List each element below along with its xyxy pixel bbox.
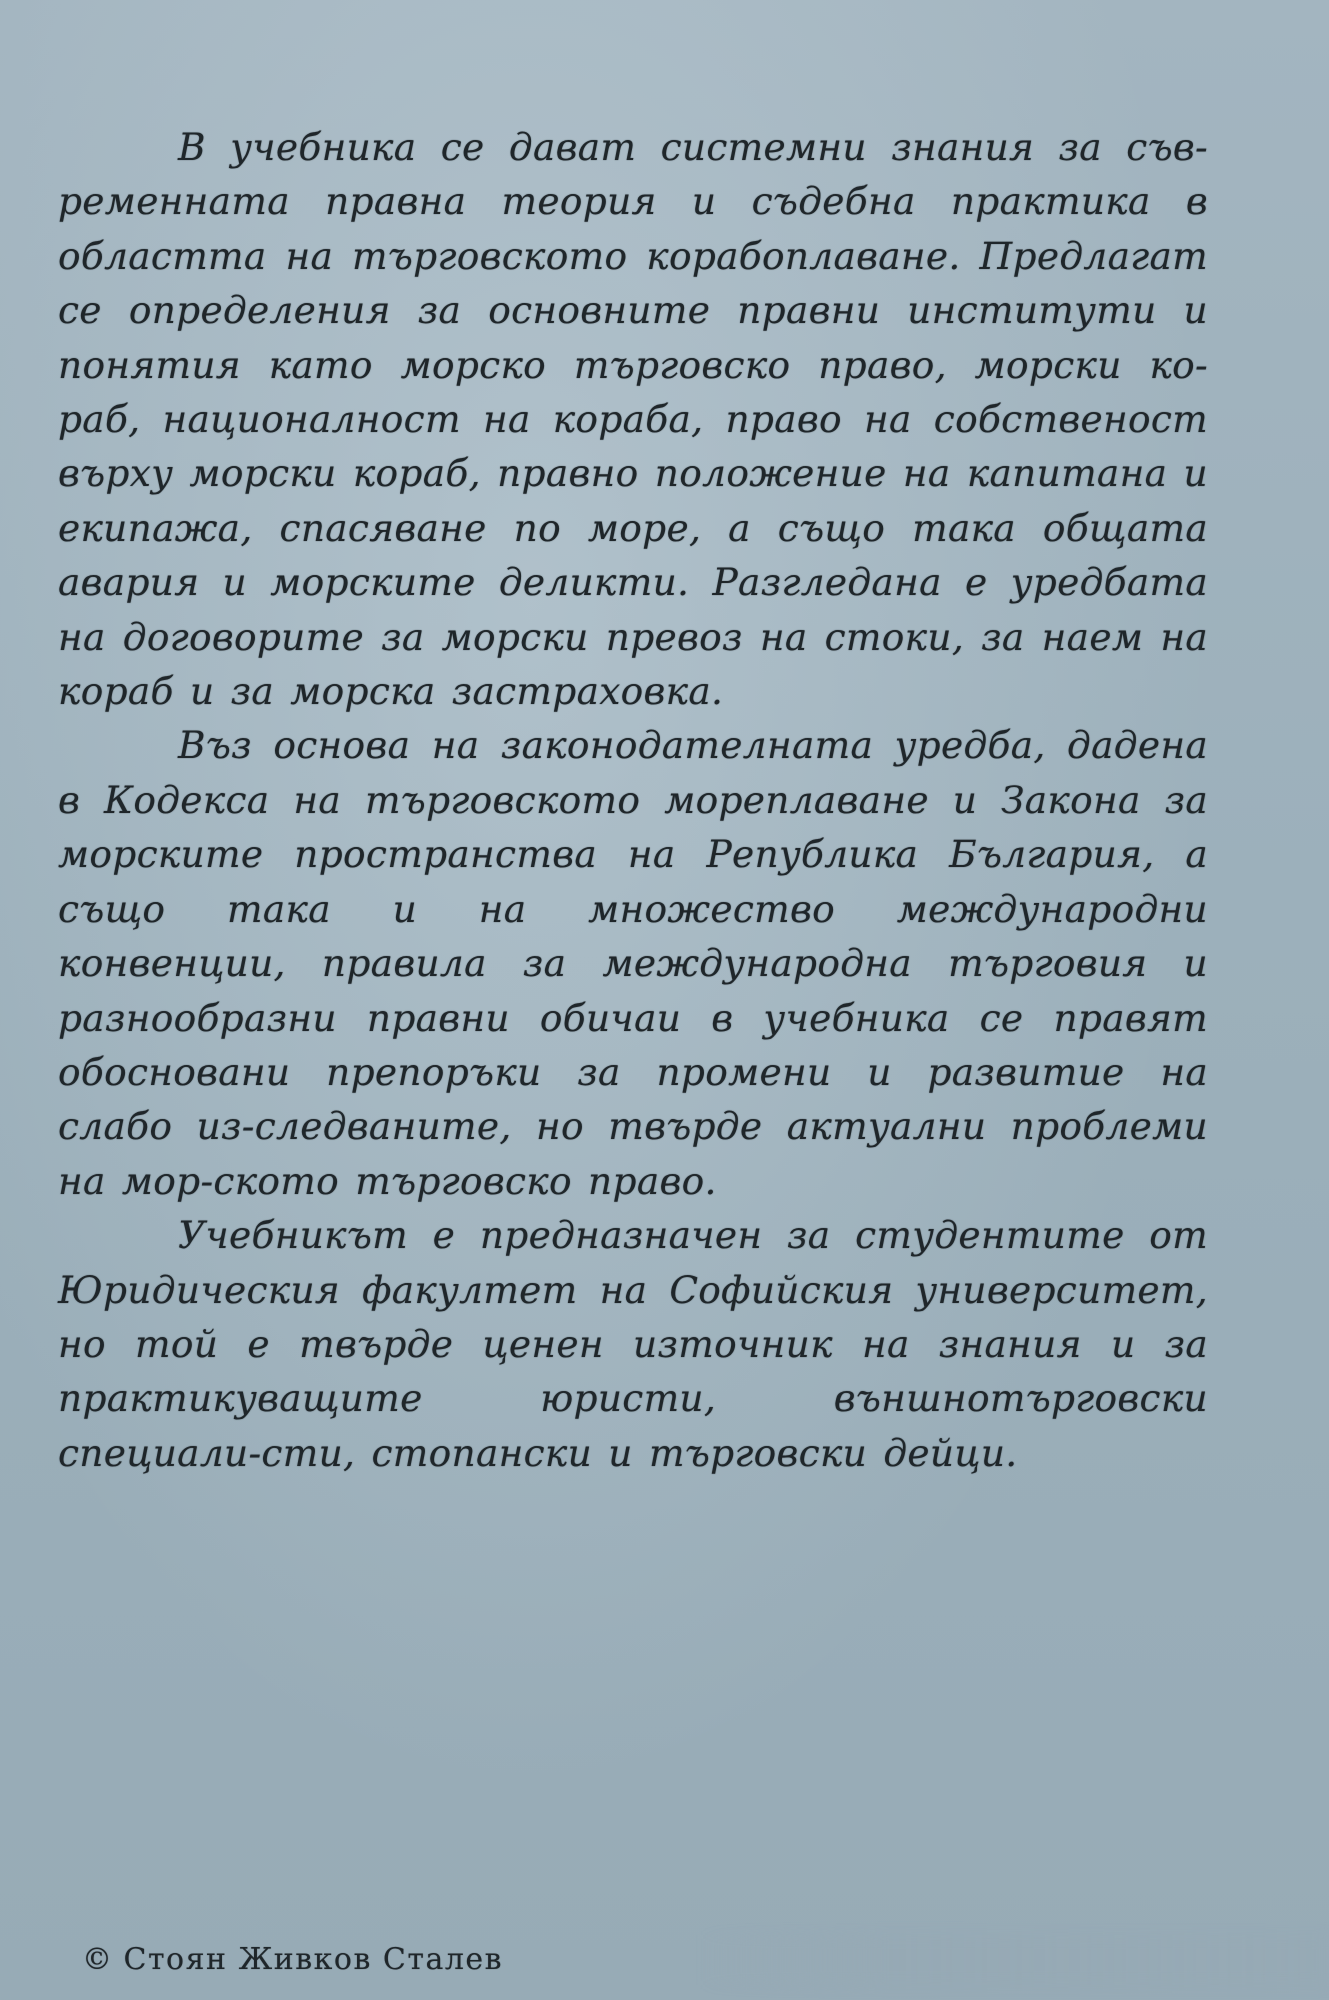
copyright-line	[82, 1942, 503, 1977]
bleed-through-shadow	[700, 1935, 1329, 1985]
copyright-symbol: ©	[82, 1942, 114, 1977]
book-description	[58, 120, 1208, 1480]
copyright-author: Стоян Живков Сталев	[123, 1942, 504, 1977]
description-paragraph-1: В учебника се дават системни знания за съв-ременната правна теория и съдебна практика в областта на търговското корабоплаване. Предлагат се определения за основните правни институти и понятия като морско търговско право, морски ко-раб, националност на кораба, право на собственост върху морски кораб, правно положение на капитана и екипажа, спасяване по море, а също така общата авария и морските деликти. Разгледана е уредбата на договорите за морски превоз на стоки, за наем на кораб и за морска застраховка.	[58, 125, 1208, 714]
description-paragraph-3: Учебникът е предназначен за студентите от Юридическия факултет на Софийския университет, но той е твърде ценен източник на знания и за практикуващите юристи, външнотърговски специали-сти, стопански и търговски дейци.	[58, 1213, 1208, 1475]
description-paragraph-2: Въз основа на законодателната уредба, дадена в Кодекса на търговското мореплаване и Закона за морските пространства на Република България, а също така и на множество международни конвенции, правила за международна търговия и разнообразни правни обичаи в учебника се правят обосновани препоръки за промени и развитие на слабо из-следваните, но твърде актуални проблеми на мор-ското търговско право.	[58, 723, 1208, 1203]
